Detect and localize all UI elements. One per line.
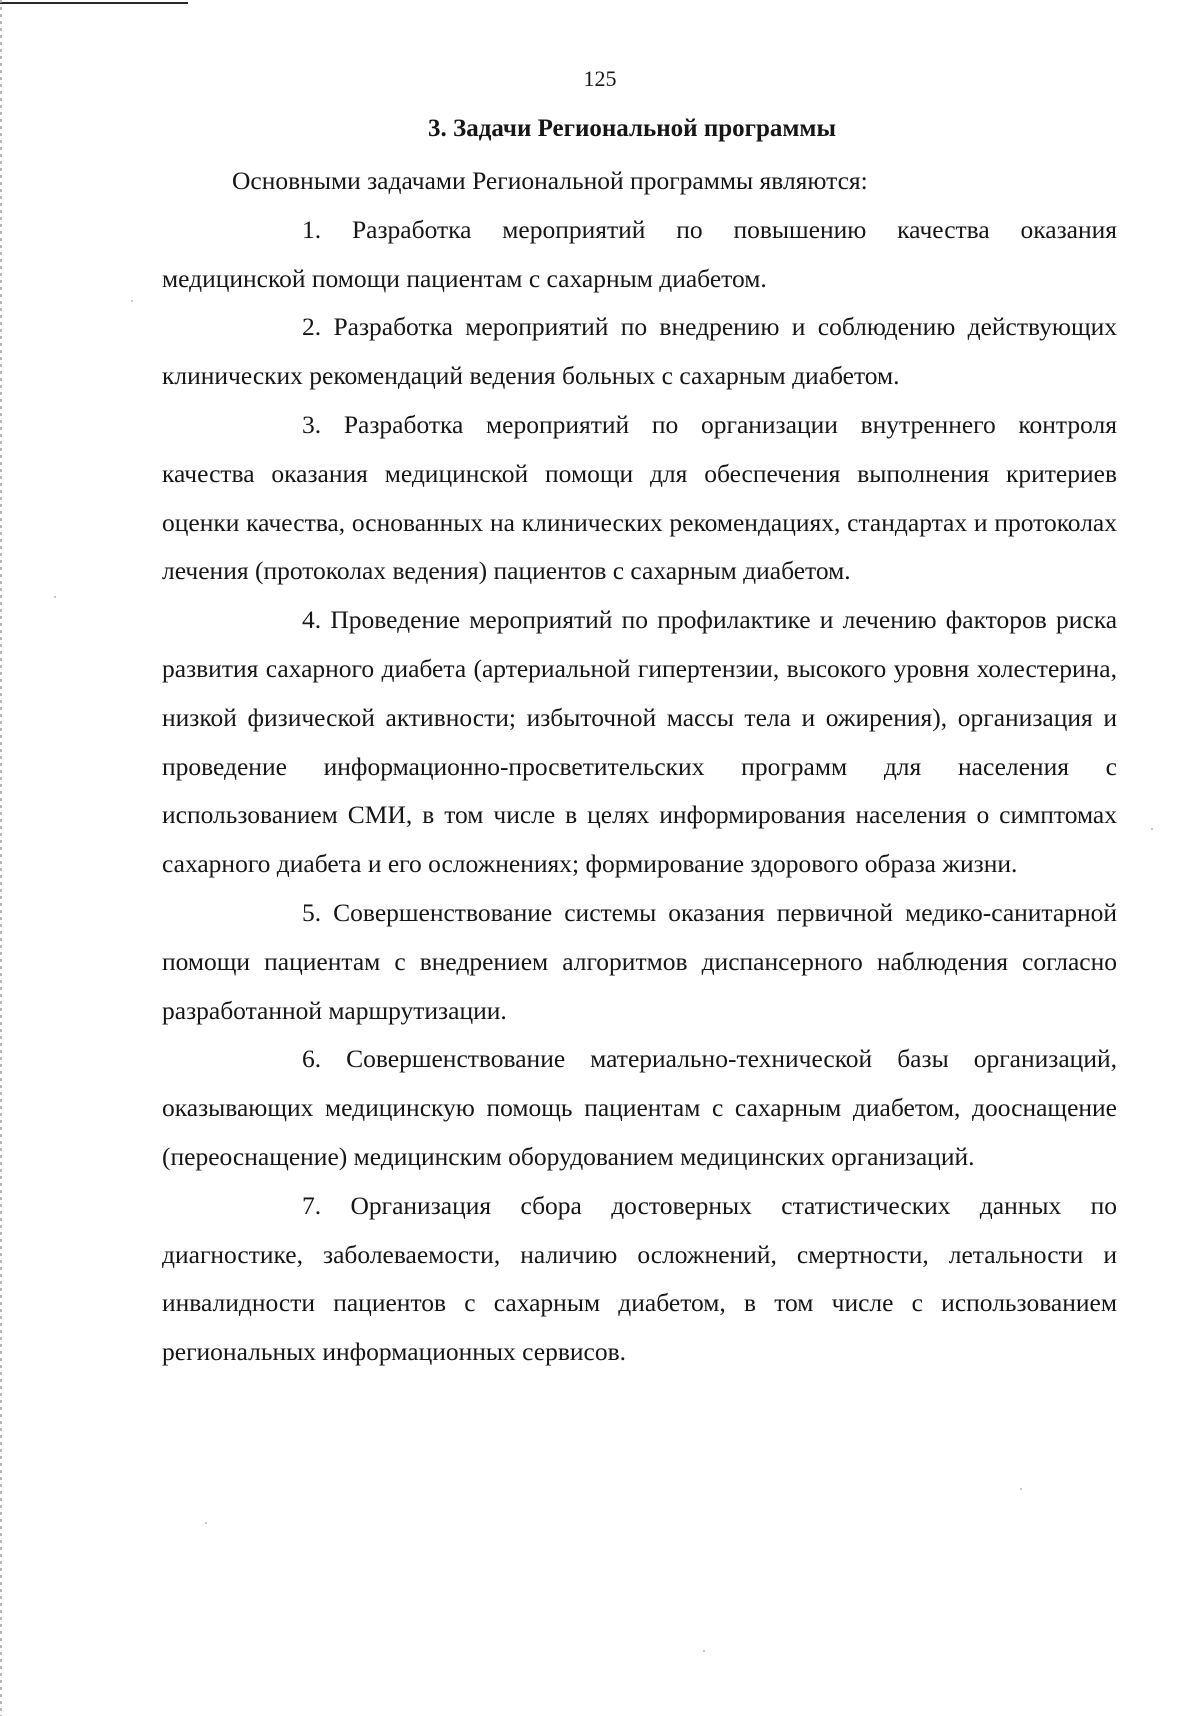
list-item-number: 7.	[302, 1190, 322, 1220]
list-item	[162, 1182, 1117, 1377]
scan-left-edge	[0, 0, 2, 1716]
list-item	[162, 401, 1117, 596]
scan-speck	[205, 1522, 207, 1524]
list-item-number: 3.	[302, 409, 322, 439]
list-item	[162, 1035, 1117, 1181]
list-item-text: Разработка мероприятий по организации внутреннего контроля качества оказания медицинской помощи для обеспечения выполнения критериев оценки качества, основанных на клинических рекомендациях, стандартах и протоколах лечения (протоколах ведения) пациентов с сахарным диабетом.	[162, 409, 1117, 586]
page-number: 125	[583, 66, 617, 91]
list-item-number: 2.	[302, 312, 322, 342]
scan-top-rule	[0, 2, 188, 4]
list-item	[162, 596, 1117, 889]
list-item-text: Проведение мероприятий по профилактике и лечению факторов риска развития сахарного диабета (артериальной гипертензии, высокого уровня холестерина, низкой физической активности; избыточной массы тела и ожирения), организация и проведение информационно-просветительских программ для населения с использованием СМИ, в том числе в целях информирования населения о симптомах сахарного диабета и его осложнениях; формирование здорового образа жизни.	[162, 605, 1118, 879]
list-item-text: Разработка мероприятий по повышению качества оказания медицинской помощи пациентам с сахарным диабетом.	[162, 214, 1118, 293]
scan-speck	[131, 300, 133, 302]
list-item	[162, 206, 1117, 304]
list-item-text: Совершенствование материально-технической базы организаций, оказывающих медицинскую помощь пациентам с сахарным диабетом, дооснащение (переоснащение) медицинским оборудованием медицинских организаций.	[162, 1044, 1117, 1171]
section-title: 3. Задачи Региональной программы	[428, 115, 836, 142]
list-item-text: Совершенствование системы оказания первичной медико-санитарной помощи пациентам с внедрением алгоритмов диспансерного наблюдения согласно разработанной маршрутизации.	[162, 897, 1117, 1025]
list-item-number: 1.	[302, 214, 322, 244]
list-item-number: 4.	[302, 605, 322, 635]
list-item-text: Разработка мероприятий по внедрению и соблюдению действующих клинических рекомендаций ведения больных с сахарным диабетом.	[162, 312, 1117, 391]
scan-speck	[1151, 828, 1153, 830]
list-item-text: Организация сбора достоверных статистических данных по диагностике, заболеваемости, наличию осложнений, смертности, летальности и инвалидности пациентов с сахарным диабетом, в том числе с использованием региональных информационных сервисов.	[162, 1190, 1118, 1367]
list-item-number: 5.	[302, 897, 322, 927]
list-item	[162, 889, 1117, 1035]
scan-speck	[703, 1650, 705, 1652]
list-item-number: 6.	[302, 1044, 322, 1074]
intro-paragraph: Основными задачами Региональной программы являются:	[232, 166, 868, 195]
list-item	[162, 303, 1117, 401]
scan-speck	[54, 596, 56, 598]
body-text	[162, 157, 1117, 1377]
scan-speck	[1020, 1488, 1022, 1490]
